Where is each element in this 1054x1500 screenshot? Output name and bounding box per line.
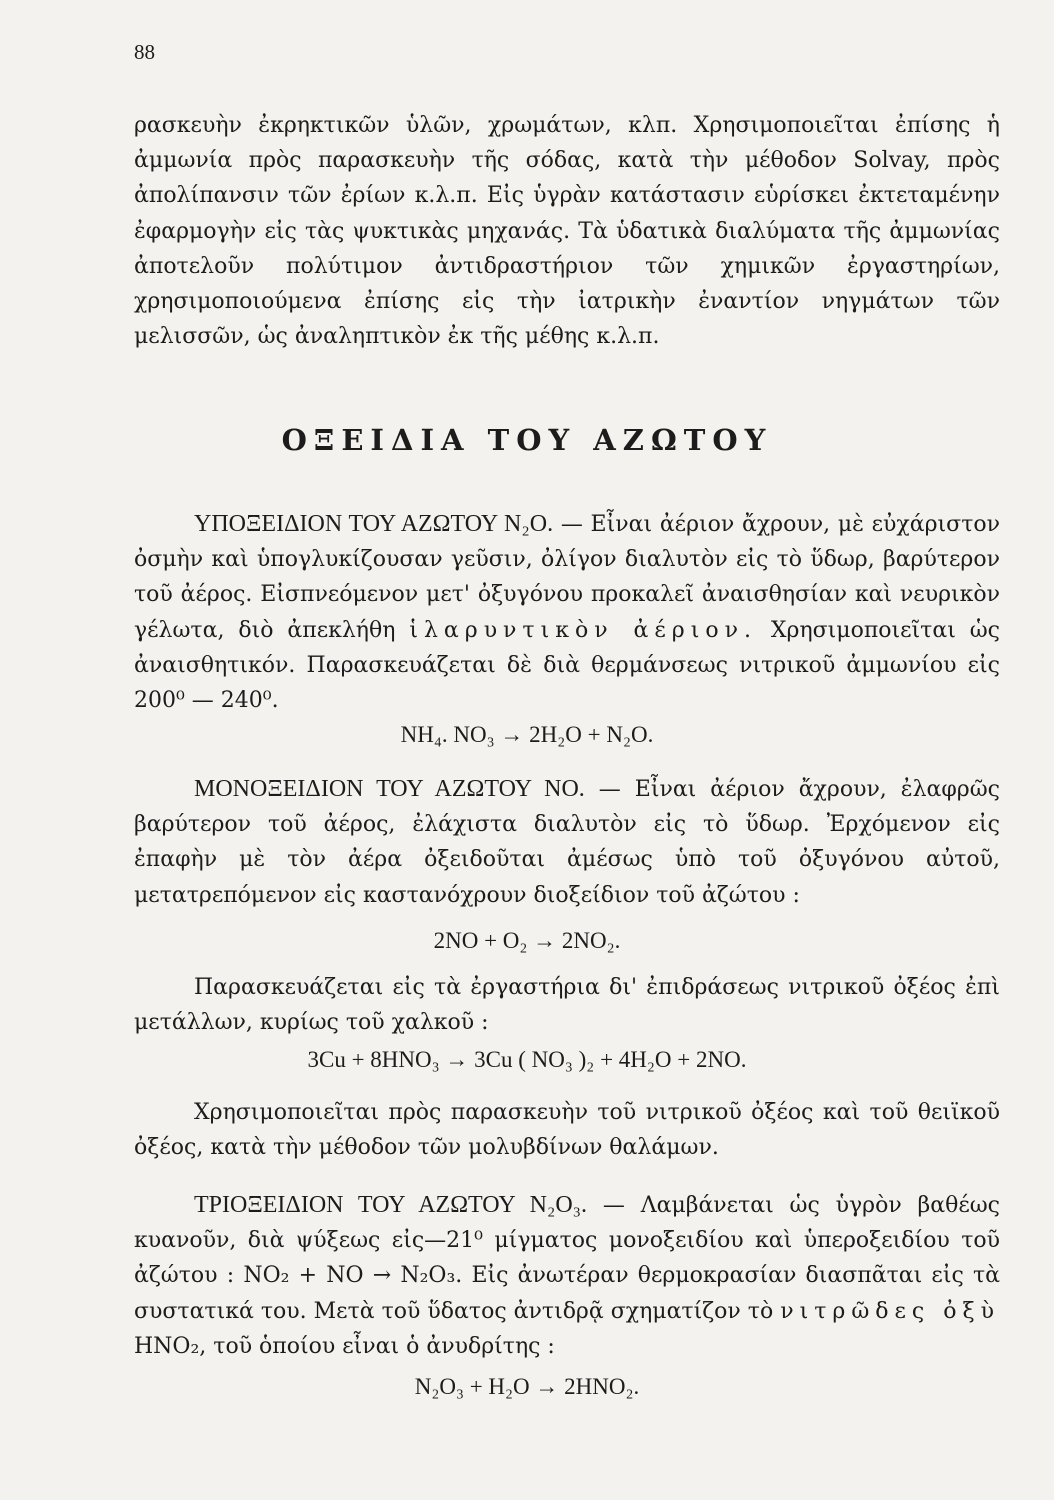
n2o-text-b: Χρησιμοποιεῖται ὡς ἀναισθητικόν. Παρασκευάζεται δὲ διὰ θερμάνσεως νιτρικοῦ ἀμμωνίου εἰς 200⁰ — 240⁰.: [134, 617, 1001, 714]
intro-paragraph: ρασκευὴν ἐκρηκτικῶν ὑλῶν, χρωμάτων, κλπ. Χρησιμοποιεῖται ἐπίσης ἡ ἀμμωνία πρὸς παρασκευὴν τῆς σόδας, κατὰ τὴν μέθοδον Solvay, πρὸς ἀπολίπανσιν τῶν ἐρίων κ.λ.π. Εἰς ὑγρὰν κατάστασιν εὑρίσκει ἐκτεταμένην ἐφαρμογὴν εἰς τὰς ψυκτικὰς μηχανάς. Τὰ ὑδατικὰ διαλύματα τῆς ἀμμωνίας ἀποτελοῦν πολύτιμον ἀντιδραστήριον τῶν χημικῶν ἐργαστηρίων, χρησιμοποιούμενα ἐπίσης εἰς τὴν ἰατρικὴν ἐναντίον νηγμάτων τῶν μελισσῶν, ὡς ἀναληπτικὸν ἐκ τῆς μέθης κ.λ.π.: [134, 113, 1000, 350]
no-text: — Εἶναι ἀέριον ἄχρουν, ἐλαφρῶς βαρύτερον τοῦ ἀέρος, ἐλάχιστα διαλυτὸν εἰς τὸ ὕδωρ. Ἐρχόμενον εἰς ἐπαφὴν μὲ τὸν ἀέρα ὀξειδοῦται ἀμέσως ὑπὸ τοῦ ὀξυγόνου αὐτοῦ, μετατρεπόμενον εἰς καστανόχρουν διοξείδιον τοῦ ἀζώτου :: [134, 777, 1000, 908]
n2o-spaced-term: ἱλαρυντικὸν ἀέριον.: [409, 617, 757, 643]
n2o-text-a: — Εἶναι ἀέριον ἄχρουν, μὲ εὐχάριστον ὀσμὴν καὶ ὑπογλυκίζουσαν γεῦσιν, ὀλίγον διαλυτὸν εἰς τὸ ὕδωρ, βαρύτερον τοῦ ἀέρος. Εἰσπνεόμενον μετ' ὀξυγόνου προκαλεῖ ἀναισθησίαν καὶ νευρικὸν γέλωτα, διὸ ἀπεκλήθη: [134, 512, 1000, 643]
n2o3-heading: ΤΡΙΟΞΕΙΔΙΟΝ ΤΟΥ ΑΖΩΤΟΥ N₂O₃.: [194, 1192, 588, 1218]
n2o3-equation: N₂O₃ + H₂O → 2HNO₂.: [414, 1374, 640, 1399]
no-heading: ΜΟΝΟΞΕΙΔΙΟΝ ΤΟΥ ΑΖΩΤΟΥ NO.: [194, 776, 585, 802]
section-title: ΟΞΕΙΔΙΑ ΤΟΥ ΑΖΩΤΟΥ: [281, 423, 773, 457]
page-number: 88: [134, 40, 155, 64]
n2o-equation: NH₄. NO₃ → 2H₂O + N₂O.: [400, 722, 654, 747]
n2o-heading: ΥΠΟΞΕΙΔΙΟΝ ΤΟΥ ΑΖΩΤΟΥ N₂O.: [194, 511, 554, 537]
n2o3-paragraph: [134, 1188, 1000, 1364]
n2o-paragraph: [134, 507, 1000, 718]
n2o3-text-b: HNO₂, τοῦ ὁποίου εἶναι ὁ ἀνυδρίτης :: [134, 1333, 555, 1359]
no-equation-1: 2NO + O₂ → 2NO₂.: [433, 928, 621, 953]
n2o3-spaced-term: νιτρῶδες ὀξὺ: [780, 1298, 1000, 1324]
no-prep-paragraph: Παρασκευάζεται εἰς τὰ ἐργαστήρια δι' ἐπιδράσεως νιτρικοῦ ὀξέος ἐπὶ μετάλλων, κυρίως τοῦ χαλκοῦ :: [134, 975, 1000, 1036]
no-paragraph: [134, 772, 1000, 913]
n2o3-text-a: — Λαμβάνεται ὡς ὑγρὸν βαθέως κυανοῦν, διὰ ψύξεως εἰς—21⁰ μίγματος μονοξειδίου καὶ ὑπεροξειδίου τοῦ ἀζώτου : NO₂ + NO → N₂O₃. Εἰς ἀνωτέραν θερμοκρασίαν διασπᾶται εἰς τὰ συστατικά του. Μετὰ τοῦ ὕδατος ἀντιδρᾷ σχηματίζον τὸ: [134, 1193, 1000, 1324]
no-equation-2: 3Cu + 8HNO₃ → 3Cu ( NO₃ )₂ + 4H₂O + 2NO.: [307, 1047, 747, 1072]
no-use-paragraph: Χρησιμοποιεῖται πρὸς παρασκευὴν τοῦ νιτρικοῦ ὀξέος καὶ τοῦ θειϊκοῦ ὀξέος, κατὰ τὴν μέθοδον τῶν μολυβδίνων θαλάμων.: [134, 1100, 1000, 1161]
